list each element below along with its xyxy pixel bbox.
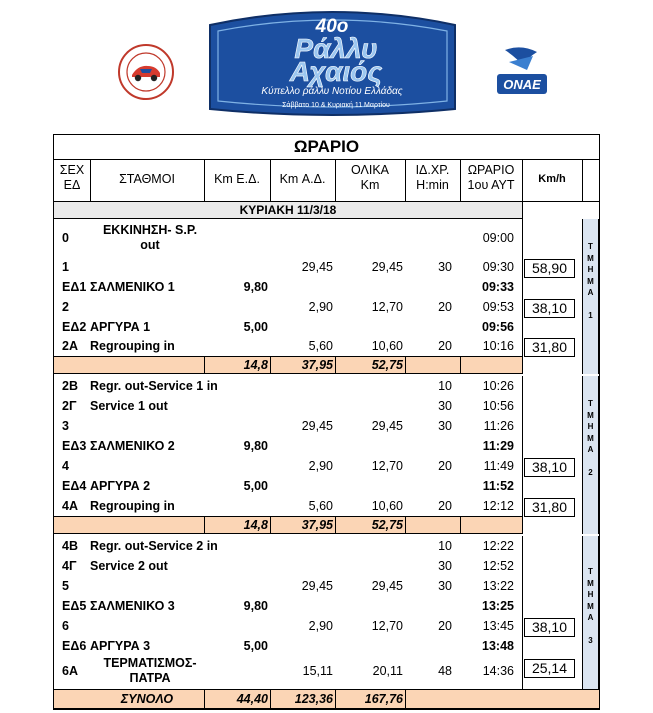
row-time: 09:56 [482,320,514,334]
row-km-ad: 5,60 [308,339,333,353]
row-station-name: Service 1 out [90,399,168,413]
header-column-divider [90,159,91,201]
banner-title-line2: Αχαιός [289,56,383,87]
section-letter: Μ [587,276,594,286]
row-ideal-time: 30 [438,399,452,413]
row-km-ed: 5,00 [243,479,268,493]
row-km-ad: 2,90 [308,459,333,473]
section-letter: Α [587,445,594,454]
col-header-km-ed: Km Ε.Δ. [214,172,260,186]
row-code: 3 [62,419,69,433]
subtotal-total: 52,75 [371,518,403,532]
table-row [54,537,582,557]
row-time: 09:33 [482,280,514,294]
section-letter: Μ [587,433,594,443]
row-km-ad: 29,45 [301,579,333,593]
row-station-name: ΑΡΓΥΡΑ 1 [90,320,151,334]
col-header-stations: ΣΤΑΘΜΟΙ [119,172,175,186]
section-label-3 [582,536,599,689]
document-header [0,0,653,128]
grand-total-label: ΣΥΝΟΛΟ [120,692,174,706]
row-station-name-line2: ΠΑΤΡΑ [129,671,171,685]
row-time: 13:22 [482,579,514,593]
table-row [54,377,582,397]
row-time: 09:30 [482,260,514,274]
subtotal-divider [405,356,406,374]
row-station-name: Regr. out-Service 1 in [90,379,218,393]
section-letter [583,299,598,311]
row-station-name: ΑΡΓΥΡΑ 2 [90,479,151,493]
row-code: 2 [62,300,69,314]
section-letter: Μ [587,601,594,611]
row-code: 6Α [62,664,78,678]
row-station-name: ΣΑΛΜΕΝΙΚΟ 3 [90,599,175,613]
row-station-name: ΑΡΓΥΡΑ 3 [90,639,151,653]
row-kmh-value: 38,10 [524,618,575,637]
subtotal-total: 52,75 [371,358,403,372]
club-seal-logo [118,44,174,100]
row-code: 2Γ [62,399,77,413]
row-ideal-time: 20 [438,499,452,513]
col-header-total-km: Km [360,178,380,192]
section-letter: 2 [588,468,593,477]
day-label: ΚΥΡΙΑΚΗ 11/3/18 [239,203,337,217]
row-km-ed: 9,80 [243,599,268,613]
row-ideal-time: 30 [438,260,452,274]
subtotal-divider [405,516,406,534]
row-time: 10:16 [482,339,514,353]
row-total-km: 20,11 [372,664,403,678]
row-time: 13:48 [482,639,514,653]
table-row [54,298,582,318]
grand-total-km-ad: 123,36 [294,692,333,706]
section-letter: 1 [588,311,593,320]
header-column-divider [405,159,406,201]
row-code: 4Γ [62,559,77,573]
row-time: 14:36 [482,664,514,678]
row-total-km: 29,45 [371,419,403,433]
row-station-name: ΤΕΡΜΑΤΙΣΜΟΣ- [103,656,197,670]
table-row [54,318,582,338]
row-code: 6 [62,619,69,633]
table-title: ΩΡΑΡΙΟ [293,137,360,156]
grand-total-km-ed: 44,40 [236,692,268,706]
banner-dates: Σάββατο 10 & Κυριακή 11 Μαρτίου [282,102,390,109]
row-km-ed: 5,00 [243,639,268,653]
row-time: 11:29 [482,439,514,453]
row-time: 12:52 [482,559,514,573]
row-time: 13:45 [482,619,514,633]
col-header-kmh: Km/h [538,173,566,185]
table-row [54,497,582,517]
row-code: 5 [62,579,69,593]
row-ideal-time: 30 [438,559,452,573]
section-letter: Μ [587,253,594,263]
row-total-km: 12,70 [371,459,403,473]
row-code: 4Α [62,499,78,513]
col-header-idxr: ΙΔ.ΧΡ. [415,163,450,177]
row-code: 4 [62,459,69,473]
row-km-ed: 9,80 [243,280,268,294]
onae-logo [487,44,557,100]
table-row [54,337,582,357]
section-label-2 [582,376,599,534]
row-code: 4Β [62,539,78,553]
row-ideal-time: 20 [438,459,452,473]
col-header-ed: ΕΔ [63,178,81,192]
row-station-name: ΣΑΛΜΕΝΙΚΟ 1 [90,280,175,294]
row-time: 09:00 [482,231,514,245]
table-row [54,258,582,278]
section-letter: Α [587,288,594,297]
row-station-name: Regrouping in [90,339,175,353]
row-kmh-value: 25,14 [524,659,575,678]
row-code: ΕΔ2 [62,320,87,334]
title-divider [54,159,599,160]
table-row [54,577,582,597]
table-row [54,477,582,497]
subtotal-km-ad: 37,95 [301,518,333,532]
table-row [54,597,582,617]
header-column-divider [204,159,205,201]
col-header-time: ΩΡΑΡΙΟ [467,163,515,177]
row-total-km: 29,45 [371,579,403,593]
row-km-ad: 15,11 [302,664,333,678]
row-ideal-time: 10 [438,379,452,393]
row-time: 12:12 [482,499,514,513]
row-code: ΕΔ1 [62,280,87,294]
row-code: 0 [62,231,69,245]
row-time: 13:25 [482,599,514,613]
section-letter [583,624,598,636]
section-letter: Η [587,422,594,431]
row-code: ΕΔ4 [62,479,87,493]
col-header-total: ΟΛΙΚΑ [351,163,389,177]
table-row [54,417,582,437]
section-letter: Η [587,265,594,274]
col-header-idxr-unit: H:min [416,178,449,192]
row-kmh-value: 58,90 [524,259,575,278]
row-ideal-time: 30 [438,419,452,433]
section-letter: Η [587,590,594,599]
section-letter: Α [587,613,594,622]
row-time: 11:26 [483,419,514,433]
table-row [54,397,582,417]
row-code: 2Α [62,339,78,353]
header-column-divider [335,159,336,201]
row-ideal-time: 20 [438,339,452,353]
row-station-name: Regr. out-Service 2 in [90,539,218,553]
subtotal-divider [460,516,461,534]
row-km-ad: 29,45 [301,419,333,433]
section-letter: Τ [588,242,593,251]
col-header-sex: ΣΕΧ [59,163,85,177]
row-station-name: ΕΚΚΙΝΗΣΗ- S.P. [102,223,198,237]
row-ideal-time: 30 [438,579,452,593]
row-time: 11:49 [483,459,514,473]
row-time: 11:52 [482,479,514,493]
table-row [54,656,582,685]
subtotal-km-ed: 14,8 [243,358,268,372]
row-kmh-value: 31,80 [524,498,575,517]
subtotal-divider [460,356,461,374]
grand-total-total: 167,76 [364,692,403,706]
table-row [54,617,582,637]
table-row [54,278,582,298]
row-code: ΕΔ5 [62,599,87,613]
row-code: 2Β [62,379,78,393]
header-column-divider [270,159,271,201]
banner-number: 40ο [315,16,349,37]
row-total-km: 29,45 [371,260,403,274]
row-station-name: ΣΑΛΜΕΝΙΚΟ 2 [90,439,175,453]
col-header-km-ad: Km Α.Δ. [279,172,326,186]
subtotal-km-ad: 37,95 [301,358,333,372]
row-total-km: 12,70 [371,300,403,314]
row-ideal-time: 20 [438,619,452,633]
row-time: 12:22 [482,539,514,553]
section-letter: Τ [588,399,593,408]
row-km-ad: 5,60 [308,499,333,513]
day-bar-kmh-divider [522,202,523,219]
section-letter: Τ [588,567,593,576]
row-station-name: Service 2 out [90,559,168,573]
row-km-ad: 2,90 [308,619,333,633]
subtotal-km-ed: 14,8 [243,518,268,532]
row-ideal-time: 20 [438,300,452,314]
row-time: 09:53 [482,300,514,314]
banner-title-line1: Ράλλυ [294,33,378,64]
row-time: 10:26 [482,379,514,393]
row-station-name-line2: out [140,238,160,252]
row-km-ad: 29,45 [301,260,333,274]
table-row [54,437,582,457]
row-code: 1 [62,260,69,274]
row-station-name: Regrouping in [90,499,175,513]
table-row [54,557,582,577]
row-ideal-time: 48 [438,664,452,678]
row-total-km: 10,60 [371,499,403,513]
table-row [54,457,582,477]
row-kmh-value: 31,80 [524,338,575,357]
rally-banner-logo [206,5,459,116]
row-km-ed: 9,80 [243,439,268,453]
row-code: ΕΔ3 [62,439,87,453]
row-total-km: 10,60 [371,339,403,353]
header-column-divider [582,159,583,201]
row-ideal-time: 10 [438,539,452,553]
banner-subtitle: Κύπελλο ράλλυ Νοτίου Ελλάδας [261,86,403,97]
table-row [54,637,582,657]
grand-total-divider [405,689,406,709]
section-label-1 [582,219,599,374]
section-letter: Μ [587,410,594,420]
header-column-divider [522,159,523,201]
section-letter [583,456,598,468]
row-total-km: 12,70 [371,619,403,633]
onae-logo-text: ΟΝΑΕ [503,77,541,92]
section-letter: Μ [587,578,594,588]
row-code: ΕΔ6 [62,639,87,653]
row-km-ad: 2,90 [308,300,333,314]
section-letter: 3 [588,636,593,645]
row-kmh-value: 38,10 [524,458,575,477]
header-column-divider [460,159,461,201]
day-bar-rule [54,218,522,219]
col-header-time-first: 1ου ΑΥΤ [467,178,515,192]
row-km-ed: 5,00 [243,320,268,334]
schedule-table [53,134,600,710]
row-time: 10:56 [482,399,514,413]
row-kmh-value: 38,10 [524,299,575,318]
table-row [54,223,582,252]
